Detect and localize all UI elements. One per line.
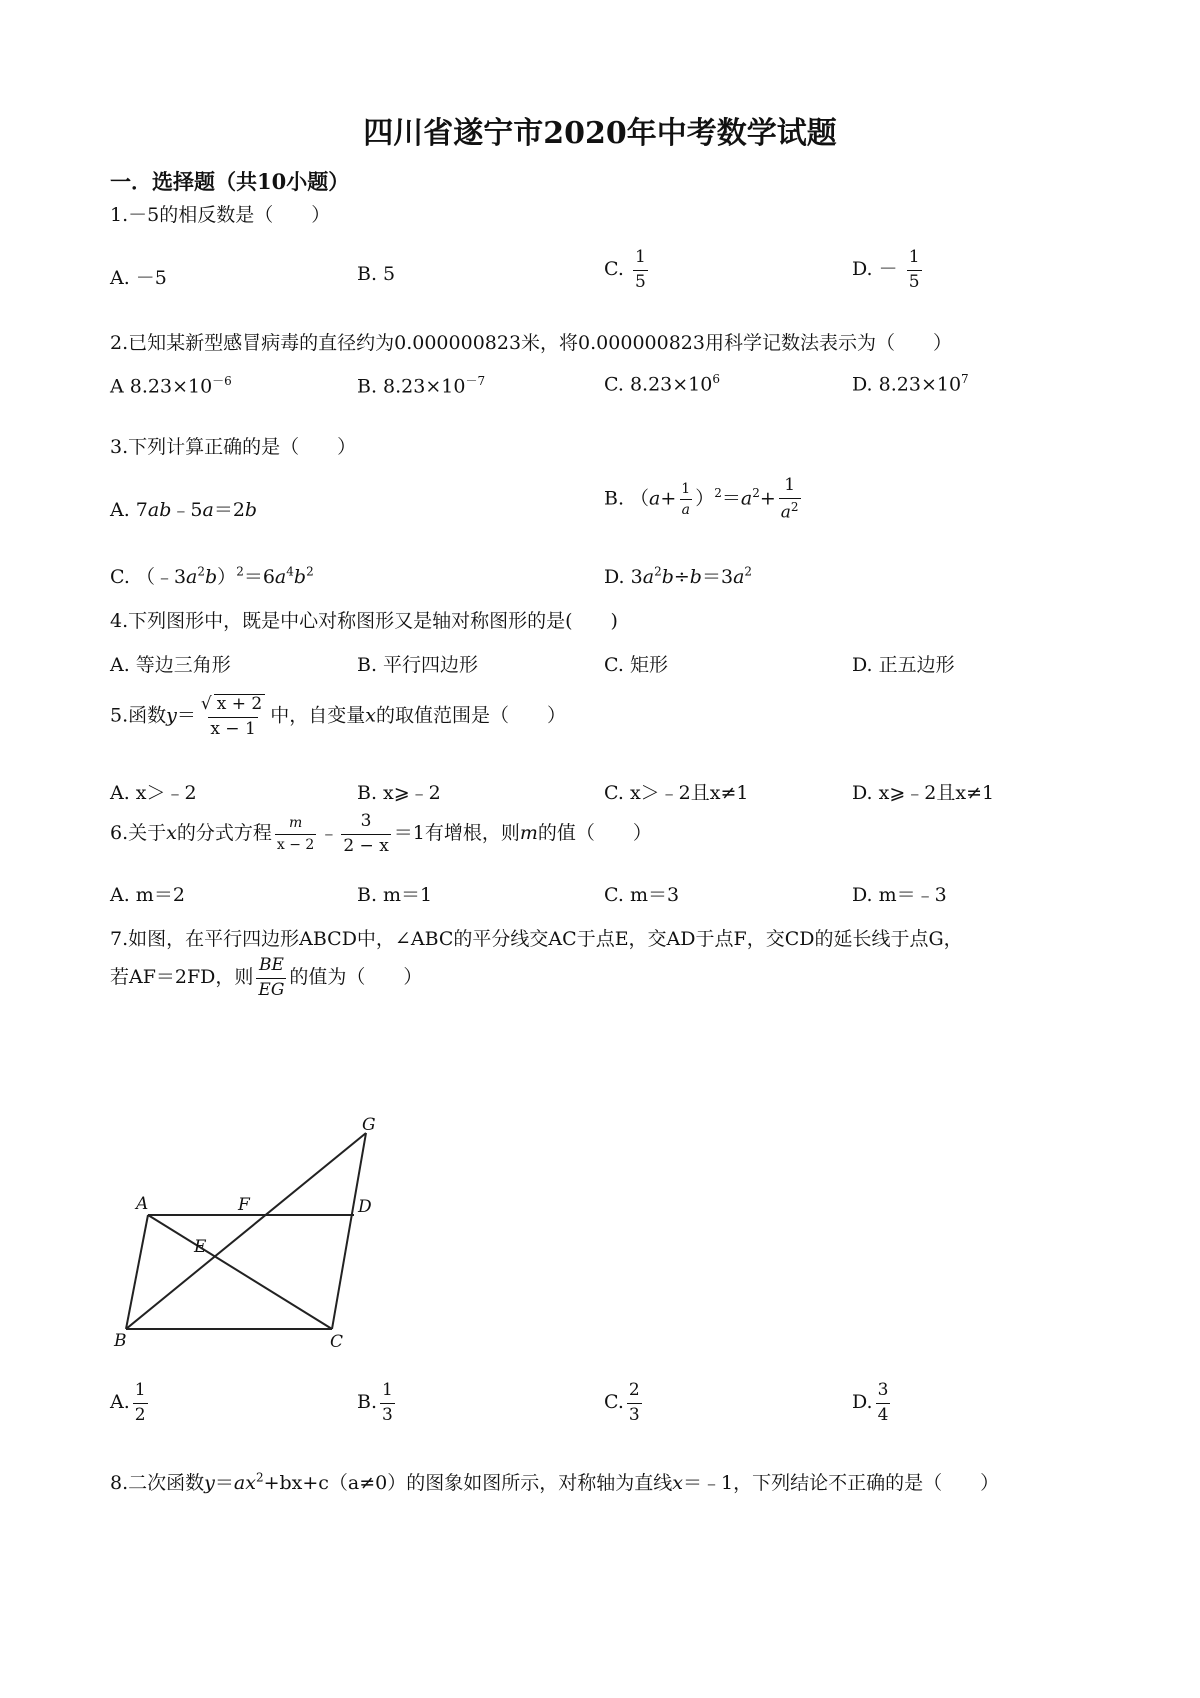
text: ） <box>695 487 715 510</box>
text: ＝﹣1，下列结论不正确的是（ ） <box>683 1472 1000 1494</box>
fraction-numerator: 1 <box>784 475 796 495</box>
text: D. 3 <box>604 566 643 588</box>
fraction-numerator: 2 <box>628 1380 640 1400</box>
fraction <box>679 481 692 518</box>
q7-option-a <box>110 1381 151 1425</box>
text: ＝1有增根，则 <box>393 822 520 845</box>
fraction <box>380 1381 395 1425</box>
text: 5.函数 <box>110 704 167 727</box>
fraction-denominator: 5 <box>634 271 646 292</box>
option-label: D. <box>852 1391 873 1414</box>
label-b: B <box>114 1331 127 1350</box>
q2-option-d <box>852 372 969 395</box>
fraction-denominator: EG <box>258 979 285 1000</box>
exponent: 4 <box>286 564 294 579</box>
fraction <box>275 815 316 852</box>
text: +bx+c（a≠0）的图象如图所示，对称轴为直线 <box>263 1472 673 1494</box>
question-7-stem: 7.如图，在平行四边形ABCD中，∠ABC的平分线交AC于点E，交AD于点F，交CD的延长线于点G， <box>110 928 963 950</box>
var: b <box>205 566 218 588</box>
question-3-stem: 3.下列计算正确的是（ ） <box>110 436 357 458</box>
q5-option-c: C. x＞﹣2且x≠1 <box>604 782 749 804</box>
text: 若AF＝2FD，则 <box>110 966 254 989</box>
q3-option-d <box>604 562 752 589</box>
text: 的取值范围是（ ） <box>375 704 566 727</box>
q3-option-a <box>110 495 257 522</box>
exponent: 2 <box>255 1470 264 1485</box>
text: ＝ <box>214 1472 234 1494</box>
text: A. 7 <box>110 499 148 521</box>
exponent: 2 <box>654 564 662 579</box>
q1-option-b: B. 5 <box>357 263 396 285</box>
label-c: C <box>330 1332 344 1350</box>
exponent: 2 <box>790 499 799 514</box>
var: ab <box>147 499 172 521</box>
fraction-numerator: 1 <box>134 1380 146 1400</box>
label-d: D <box>358 1197 372 1217</box>
question-5-stem <box>110 694 566 739</box>
q5-option-b: B. x⩾﹣2 <box>357 782 441 804</box>
exponent: 6 <box>712 372 720 386</box>
text: 8.二次函数 <box>110 1472 205 1494</box>
fraction-numerator: m <box>288 815 303 832</box>
fraction <box>876 1381 891 1425</box>
var: x <box>672 1472 683 1494</box>
label-f: F <box>238 1195 250 1215</box>
text: 6.关于 <box>110 822 167 845</box>
exponent: 2 <box>744 564 753 579</box>
section-heading: 一．选择题（共10小题） <box>110 169 350 194</box>
question-7-stem-line-2 <box>110 956 422 1000</box>
fraction-numerator: 3 <box>360 811 372 831</box>
fraction-denominator: 3 <box>628 1404 640 1425</box>
fraction <box>633 248 648 292</box>
exponent: －6 <box>212 374 232 388</box>
label-g: G <box>362 1115 376 1135</box>
var: b <box>689 566 702 588</box>
q1-option-c <box>604 248 651 292</box>
text: C. （﹣3 <box>110 566 187 588</box>
option-text: B. 8.23×10 <box>357 375 466 398</box>
q3-option-b <box>604 476 804 523</box>
label-a: A <box>136 1194 149 1214</box>
fraction-denominator <box>779 498 801 523</box>
text: ÷ <box>673 566 690 588</box>
var: x <box>166 822 177 845</box>
q7-option-b <box>357 1381 398 1425</box>
q1-option-d <box>852 248 925 292</box>
option-label: A. <box>110 1391 130 1414</box>
fraction-numerator: 1 <box>382 1380 393 1400</box>
q4-option-d: D. 正五边形 <box>852 654 955 676</box>
exponent: 2 <box>236 564 244 579</box>
q7-option-c <box>604 1381 645 1425</box>
segment-cg <box>332 1133 366 1329</box>
question-1-stem: 1.－5的相反数是（ ） <box>110 204 331 226</box>
q2-option-b <box>357 372 485 397</box>
q6-option-b: B. m＝1 <box>357 884 433 906</box>
page-title: 四川省遂宁市2020年中考数学试题 <box>363 116 837 151</box>
fraction-numerator: 1 <box>634 247 646 267</box>
question-2-stem: 2.已知某新型感冒病毒的直径约为0.000000823米，将0.000000823用科学记数法表示为（ ） <box>110 332 952 354</box>
q2-option-c <box>604 372 720 395</box>
option-text: A 8.23×10 <box>110 375 213 398</box>
question-6-stem <box>110 812 652 856</box>
fraction <box>199 694 267 739</box>
exponent: 2 <box>714 486 722 501</box>
q4-option-a: A. 等边三角形 <box>110 654 231 676</box>
radicand: x + 2 <box>214 694 265 715</box>
parallelogram-figure <box>110 1110 390 1350</box>
q4-option-b: B. 平行四边形 <box>357 654 479 676</box>
text: ） <box>217 566 237 588</box>
q1-option-a: A. －5 <box>110 267 167 289</box>
fraction-denominator: 4 <box>877 1404 889 1425</box>
exponent: 7 <box>961 372 969 386</box>
fraction-denominator: 3 <box>382 1404 393 1425</box>
var: a <box>186 566 198 588</box>
q6-option-d: D. m＝﹣3 <box>852 884 947 906</box>
fraction-denominator: 5 <box>908 271 920 292</box>
text: 的值为（ ） <box>289 966 423 989</box>
text: ﹣5 <box>171 499 203 521</box>
var: b <box>244 499 258 521</box>
option-label: D. － <box>852 258 898 281</box>
fraction <box>779 476 801 523</box>
var: x <box>365 704 376 727</box>
option-label: C. <box>604 258 624 281</box>
fraction-denominator: x − 1 <box>210 718 256 739</box>
option-text: C. 8.23×10 <box>604 373 713 396</box>
q3-option-c <box>110 562 314 589</box>
var: b <box>293 566 307 588</box>
text: + <box>759 487 776 510</box>
var: a <box>733 566 745 588</box>
exponent: 2 <box>752 486 760 501</box>
q5-option-a: A. x＞﹣2 <box>110 782 197 804</box>
exponent: 2 <box>306 564 314 579</box>
q2-option-a <box>110 372 232 397</box>
option-text: D. 8.23×10 <box>852 373 962 396</box>
var: a <box>274 566 287 588</box>
var: m <box>519 822 538 845</box>
var: ax <box>233 1472 256 1494</box>
segment-ac <box>148 1215 332 1329</box>
fraction <box>133 1381 148 1425</box>
fraction <box>907 248 922 292</box>
q4-option-c: C. 矩形 <box>604 654 668 676</box>
text: 中，自变量 <box>270 704 366 727</box>
fraction-numerator: BE <box>258 955 284 975</box>
option-label: B. <box>357 1391 378 1414</box>
text: ＝3 <box>701 566 734 588</box>
text: ＝2 <box>213 499 245 521</box>
var: a <box>649 487 661 510</box>
text: + <box>660 487 677 510</box>
text: ＝ <box>721 487 741 510</box>
var: b <box>661 566 674 588</box>
option-label: C. <box>604 1391 624 1414</box>
label-e: E <box>194 1237 207 1257</box>
text: ＝6 <box>243 566 275 588</box>
fraction <box>256 956 286 1000</box>
text: B. （ <box>604 487 650 510</box>
fraction <box>341 812 390 856</box>
var: y <box>204 1472 215 1494</box>
q6-option-c: C. m＝3 <box>604 884 680 906</box>
fraction-numerator: 1 <box>681 480 691 497</box>
fraction-numerator: 1 <box>908 247 920 267</box>
text: 的分式方程 <box>176 822 272 845</box>
var: a <box>740 487 753 510</box>
exponent: －7 <box>465 374 486 388</box>
fraction-numerator: 3 <box>877 1380 889 1400</box>
text: ﹣ <box>319 822 339 845</box>
text: ＝ <box>176 704 196 727</box>
fraction-denominator: x − 2 <box>275 834 316 853</box>
var: a <box>202 499 214 521</box>
exponent: 2 <box>197 564 205 579</box>
fraction-numerator: √ x + 2 <box>199 694 267 717</box>
var: a <box>642 566 655 588</box>
segment-bg <box>126 1133 366 1329</box>
fraction-denominator: 2 − x <box>343 835 389 856</box>
fraction-denominator: 2 <box>134 1404 146 1425</box>
text: 的值（ ） <box>537 822 652 845</box>
fraction <box>627 1381 642 1425</box>
q6-option-a: A. m＝2 <box>110 884 185 906</box>
segment-ab <box>126 1215 148 1329</box>
question-4-stem: 4.下列图形中，既是中心对称图形又是轴对称图形的是( ) <box>110 610 618 632</box>
fraction-denominator: a <box>680 499 692 518</box>
var: y <box>166 704 177 727</box>
q5-option-d: D. x⩾﹣2且x≠1 <box>852 782 995 804</box>
var: a <box>780 502 791 523</box>
q7-option-d <box>852 1381 893 1425</box>
question-8-stem <box>110 1468 999 1495</box>
